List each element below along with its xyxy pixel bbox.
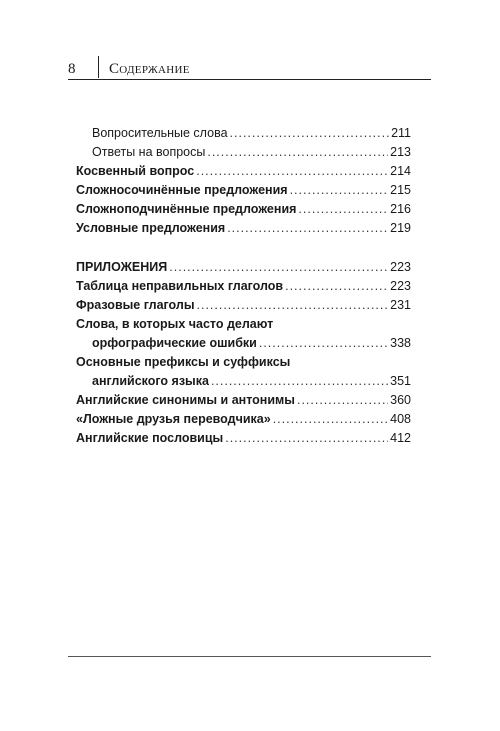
toc-entry-title: «Ложные друзья переводчика»: [76, 412, 271, 426]
toc-entry-title: Вопросительные слова: [92, 126, 228, 140]
toc-entry-page: 231: [390, 298, 411, 312]
toc-entry-page: 213: [390, 145, 411, 159]
header-divider: [98, 56, 99, 78]
toc-entry: [76, 143, 411, 162]
toc-entry: [76, 391, 411, 410]
toc-entry-line2: [76, 334, 411, 353]
toc-entry-title: Фразовые глаголы: [76, 298, 195, 312]
toc-entry-line1: [76, 353, 411, 372]
toc-entry-page: 211: [391, 126, 411, 140]
toc-entry: [76, 162, 411, 181]
running-title: Содержание: [109, 61, 190, 77]
toc-entry-title: Сложноподчинённые предложения: [76, 202, 297, 216]
section-gap: [76, 238, 411, 258]
dot-leader: [273, 410, 388, 429]
running-header: [68, 52, 190, 78]
toc-entry-page: 216: [390, 202, 411, 216]
dot-leader: [197, 296, 389, 315]
toc-entry-title: Слова, в которых часто делают: [76, 317, 274, 331]
dot-leader: [211, 372, 388, 391]
toc-entry: [76, 410, 411, 429]
toc-entry: [76, 296, 411, 315]
dot-leader: [297, 391, 388, 410]
header-rule: [68, 79, 431, 80]
toc-entry-line2: [76, 372, 411, 391]
toc-entry-title: Условные предложения: [76, 221, 226, 235]
toc-entry-title-continued: английского языка: [92, 374, 209, 388]
toc-entry-page: 219: [390, 221, 411, 235]
toc-entry: [76, 429, 411, 448]
dot-leader: [227, 219, 388, 238]
dot-leader: [290, 181, 389, 200]
toc-entry-title: ПРИЛОЖЕНИЯ: [76, 260, 168, 274]
toc-entry-line1: [76, 315, 411, 334]
toc-entry-title: Косвенный вопрос: [76, 164, 195, 178]
dot-leader: [230, 124, 390, 143]
toc-entry-page: 412: [390, 431, 411, 445]
toc-entry: [76, 124, 411, 143]
page-number: 8: [68, 61, 76, 77]
toc-entry-page: 338: [390, 336, 411, 350]
toc-entry-page: 351: [390, 374, 411, 388]
toc-entry-title: Английские пословицы: [76, 431, 224, 445]
toc-entry-page: 215: [390, 183, 411, 197]
toc-entry: [76, 181, 411, 200]
toc-entry-page: 223: [390, 260, 411, 274]
dot-leader: [196, 162, 388, 181]
toc-entry-page: 214: [390, 164, 411, 178]
toc-entry: [76, 200, 411, 219]
toc-entry-page: 223: [390, 279, 411, 293]
dot-leader: [259, 334, 388, 353]
dot-leader: [225, 429, 388, 448]
toc-entry: [76, 277, 411, 296]
toc-entry-page: 360: [390, 393, 411, 407]
toc-entry-title: Ответы на вопросы: [92, 145, 206, 159]
toc-entry-title: Основные префиксы и суффиксы: [76, 355, 291, 369]
toc-entry: [76, 219, 411, 238]
dot-leader: [298, 200, 388, 219]
footer-rule: [68, 656, 431, 657]
toc-entry-title: Английские синонимы и антонимы: [76, 393, 295, 407]
toc-entry-title: Сложносочинённые предложения: [76, 183, 288, 197]
table-of-contents: [76, 124, 411, 448]
toc-entry-title: Таблица неправильных глаголов: [76, 279, 284, 293]
dot-leader: [285, 277, 388, 296]
toc-entry-page: 408: [390, 412, 411, 426]
dot-leader: [169, 258, 388, 277]
toc-entry: [76, 258, 411, 277]
toc-entry-title-continued: орфографические ошибки: [92, 336, 257, 350]
dot-leader: [207, 143, 388, 162]
